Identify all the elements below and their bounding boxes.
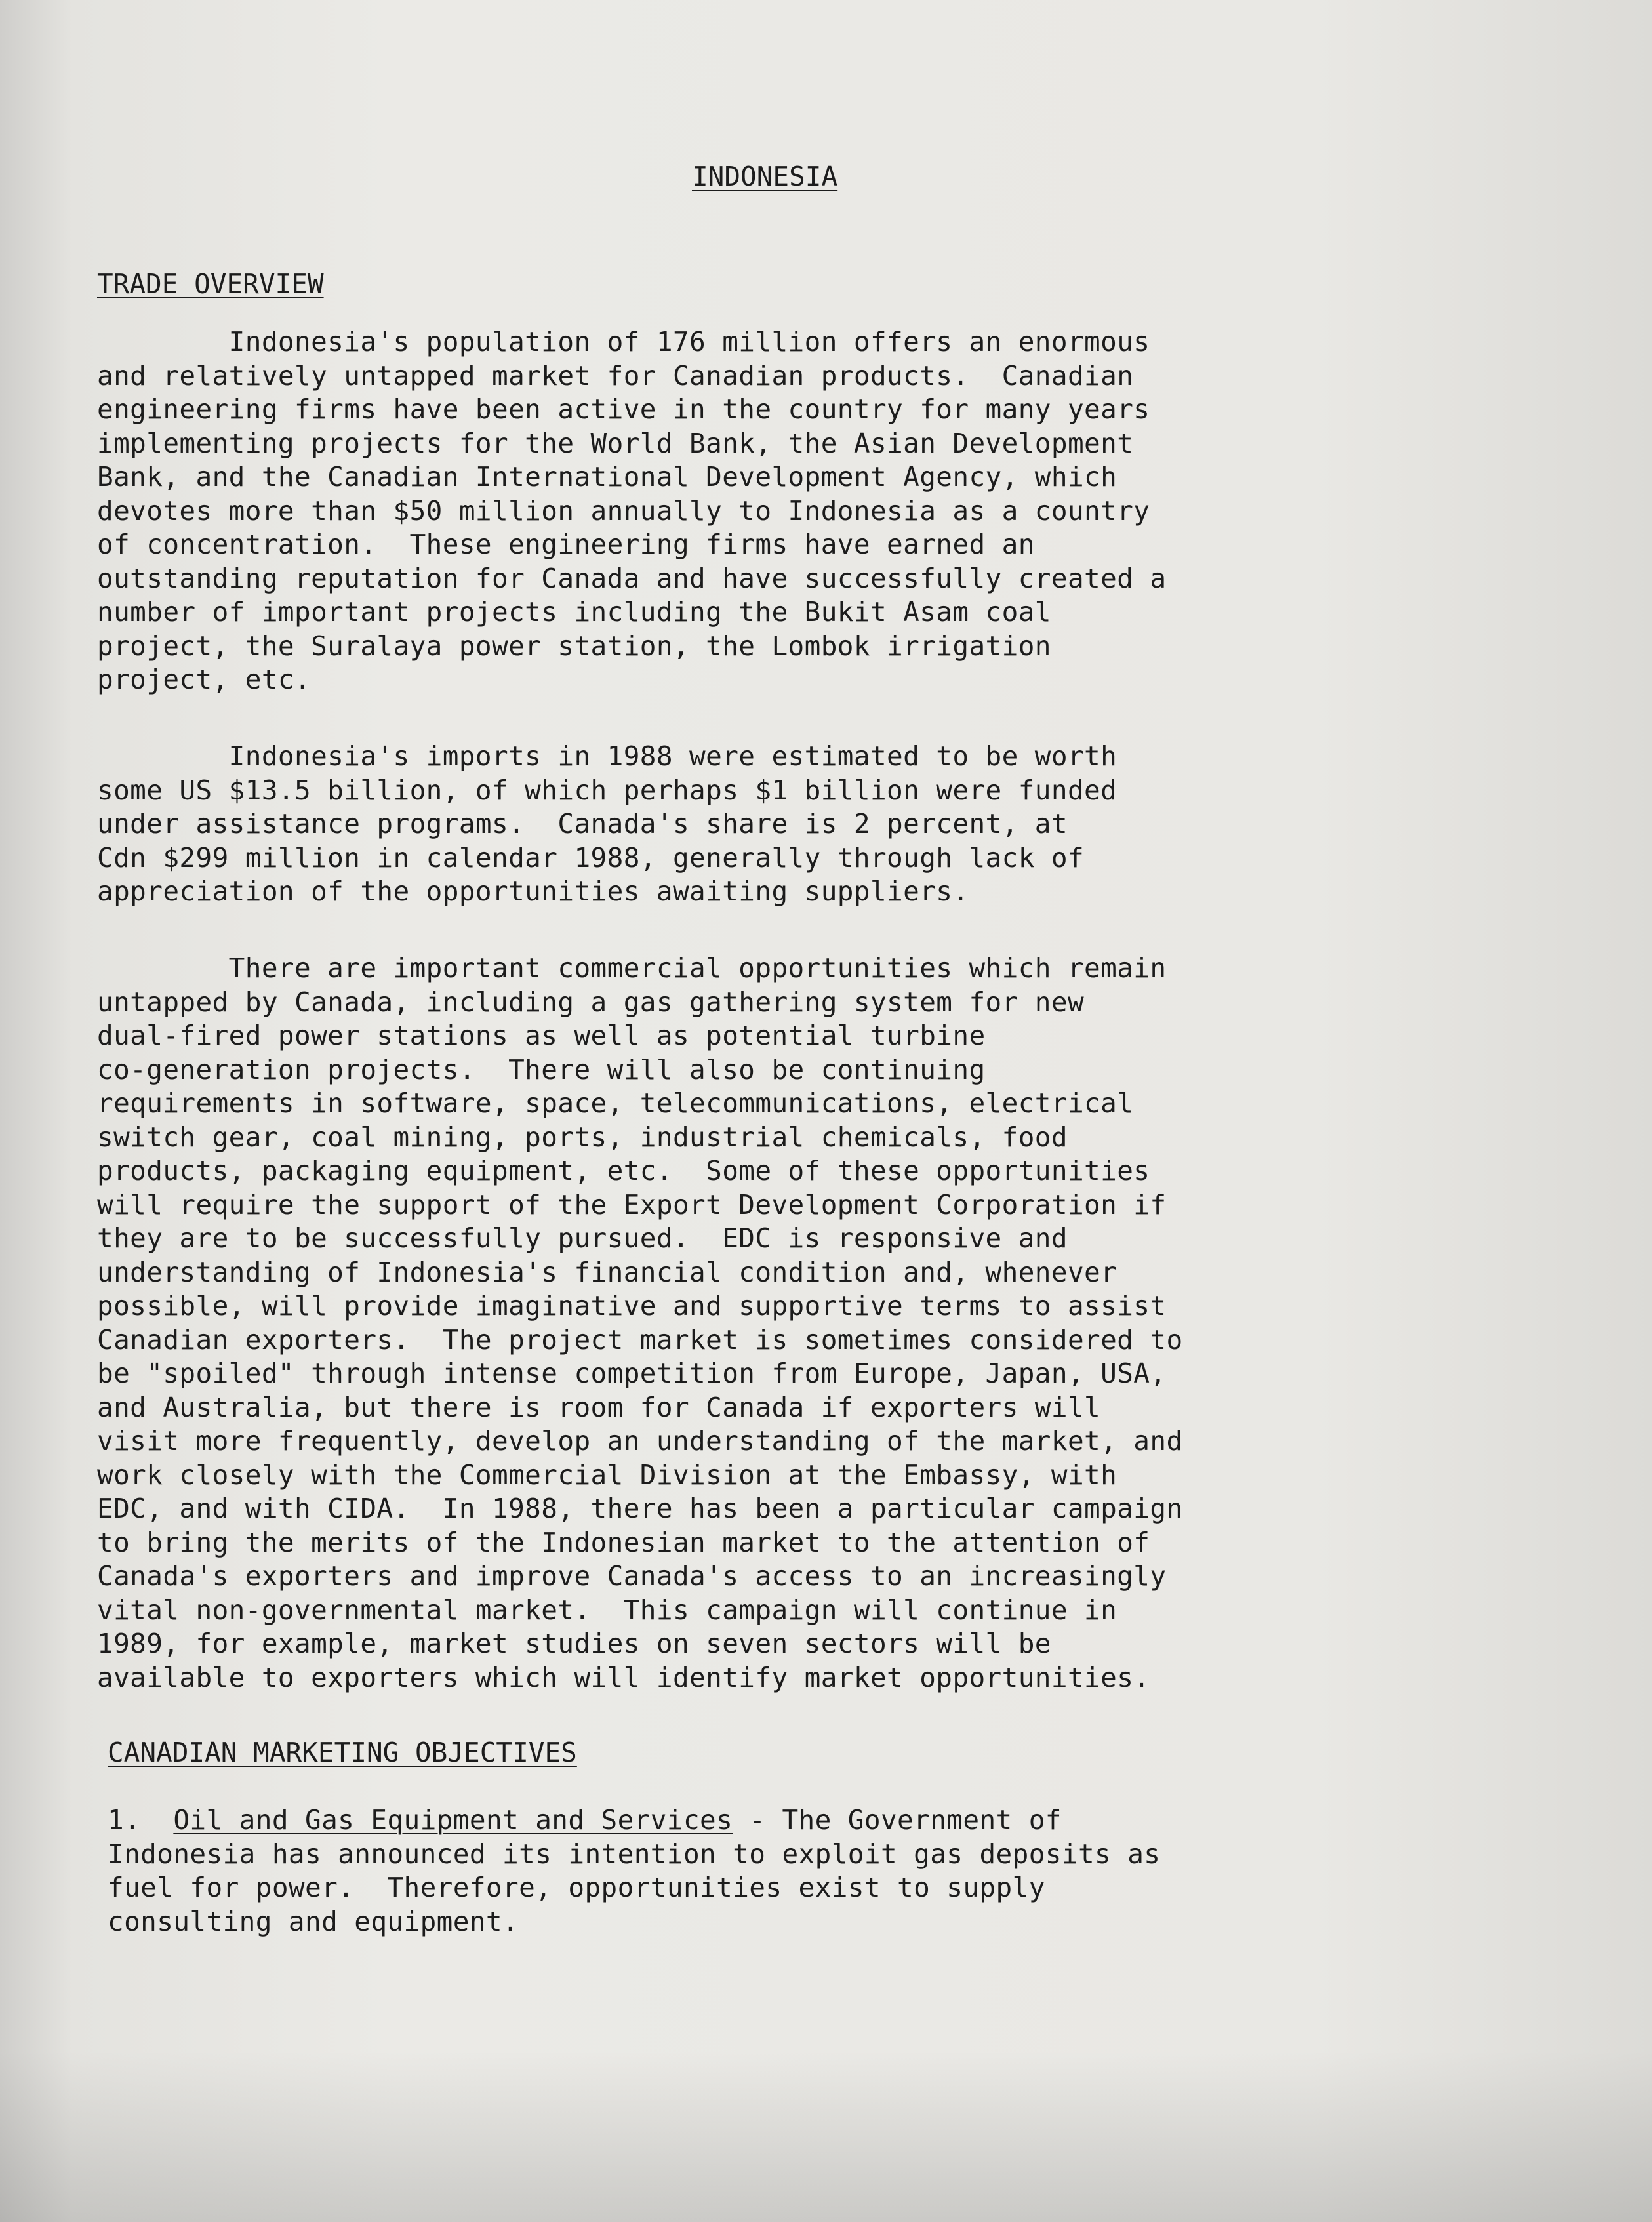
objective-item-1-text-first-line: - The Government of — [733, 1804, 1062, 1836]
trade-overview-paragraph-2: Indonesia's imports in 1988 were estimated to be worth some US $13.5 billion, of which perhaps $1 billion were funded under assistance programs. Canada's share is 2 percent, at Cdn $299 million in calendar 1988, generally through lack of appreciation of the opportunities awaiting suppliers. — [97, 740, 1118, 907]
trade-overview-paragraph-3: There are important commercial opportunities which remain untapped by Canada, including a gas gathering system for new dual-fired power stations as well as potential turbine co-generation projects. There will also be continuing requirements in software, space, telecommunications, electrical switch gear, coal mining, ports, industrial chemicals, food products, packaging equipment, etc. Some of these opportunities will require the support of the Export Development Corporation if they are to be successfully pursued. EDC is responsive and understanding of Indonesia's financial condition and, whenever possible, will provide imaginative and supportive terms to assist Canadian exporters. The project market is sometimes considered to be "spoiled" through intense competition from Europe, Japan, USA, and Australia, but there is room for Canada if exporters will visit more frequently, develop an understanding of the market, and work closely with the Commercial Division at the Embassy, with EDC, and with CIDA. In 1988, there has been a particular campaign to bring the merits of the Indonesian market to the attention of Canada's exporters and improve Canada's access to an increasingly vital non-governmental market. This campaign will continue in 1989, for example, market studies on seven sectors will be available to exporters which will identify market opportunities. — [97, 952, 1183, 1693]
objective-item-1-title: Oil and Gas Equipment and Services — [173, 1804, 733, 1836]
trade-overview-heading: TRADE OVERVIEW — [97, 268, 324, 300]
objective-item-1 — [108, 1804, 1160, 1939]
marketing-objectives-heading: CANADIAN MARKETING OBJECTIVES — [108, 1737, 577, 1768]
objective-item-1-number: 1. — [108, 1804, 174, 1836]
objective-item-1-text: Indonesia has announced its intention to exploit gas deposits as fuel for power. Therefore, opportunities exist to supply consulting and equipment. — [108, 1838, 1161, 1937]
trade-overview-paragraph-1: Indonesia's population of 176 million offers an enormous and relatively untapped market for Canadian products. Canadian engineering firms have been active in the country for many years implementing projects for the World Bank, the Asian Development Bank, and the Canadian International Development Agency, which devotes more than $50 million annually to Indonesia as a country of concentration. These engineering firms have earned an outstanding reputation for Canada and have successfully created a number of important projects including the Bukit Asam coal project, the Suralaya power station, the Lombok irrigation project, etc. — [97, 326, 1167, 695]
document-title: INDONESIA — [692, 161, 838, 192]
